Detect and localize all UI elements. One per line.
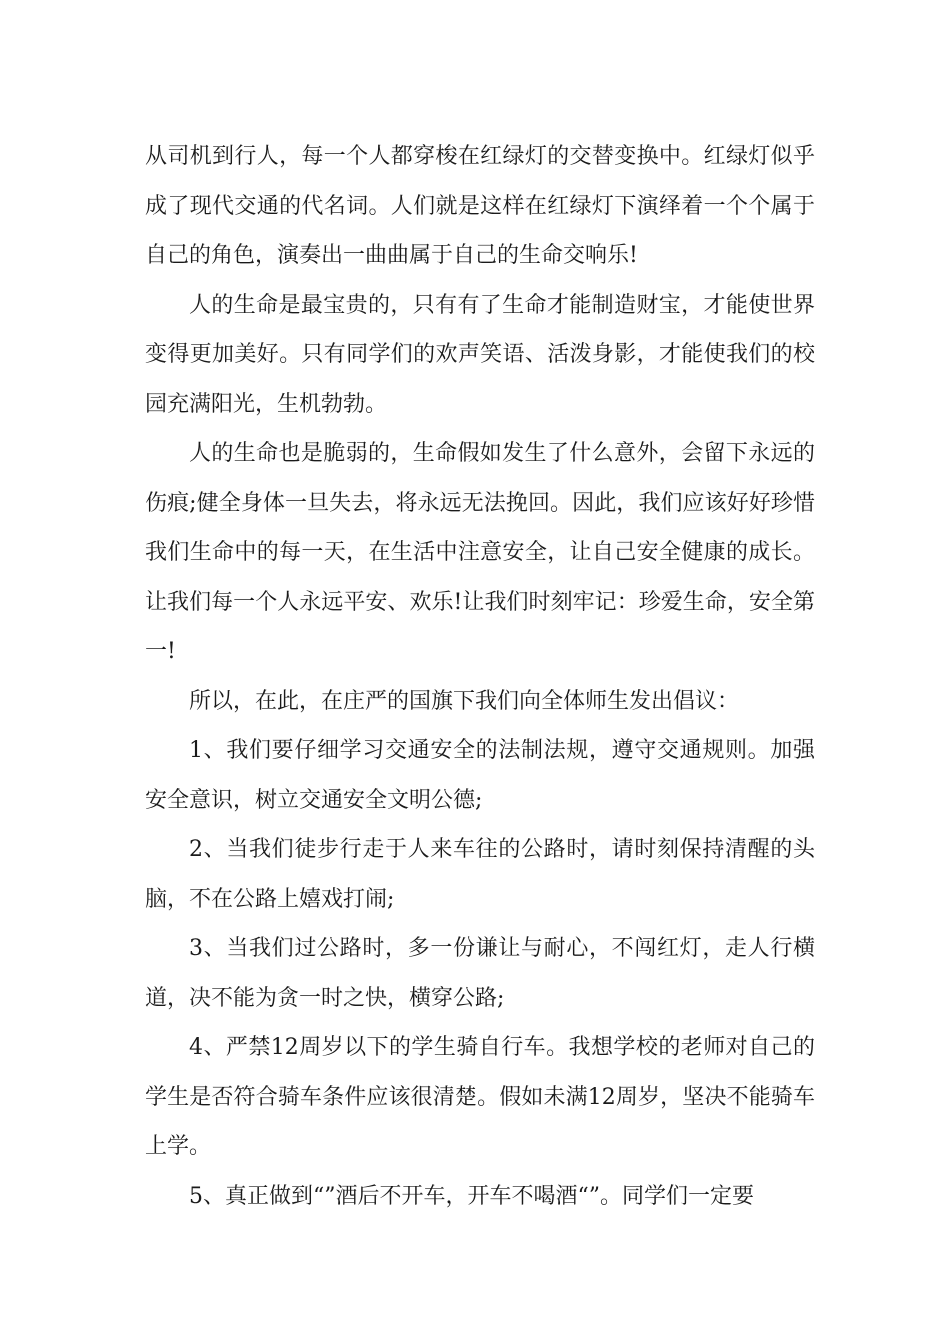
proposal-item-4: 4、严禁12周岁以下的学生骑自行车。我想学校的老师对自己的学生是否符合骑车条件应该很清楚。假如未满12周岁，坚决不能骑车上学。	[145, 1035, 815, 1159]
proposal-item-1: 1、我们要仔细学习交通安全的法制法规，遵守交通规则。加强安全意识，树立交通安全文明公德;	[145, 738, 815, 813]
document-body	[145, 132, 815, 1221]
proposal-item-5: 5、真正做到“”酒后不开车，开车不喝酒“”。同学们一定要	[189, 1183, 754, 1209]
paragraph-life-precious: 人的生命是最宝贵的，只有有了生命才能制造财宝，才能使世界变得更加美好。只有同学们的欢声笑语、活泼身影，才能使我们的校园充满阳光，生机勃勃。	[145, 292, 815, 417]
proposal-item-2: 2、当我们徒步行走于人来车往的公路时，请时刻保持清醒的头脑，不在公路上嬉戏打闹;	[145, 837, 815, 912]
proposal-item-3: 3、当我们过公路时，多一份谦让与耐心，不闯红灯，走人行横道，决不能为贪一时之快，横穿公路;	[145, 936, 815, 1011]
paragraph-life-fragile: 人的生命也是脆弱的，生命假如发生了什么意外，会留下永远的伤痕;健全身体一旦失去，将永远无法挽回。因此，我们应该好好珍惜我们生命中的每一天，在生活中注意安全，让自己安全健康的成长。让我们每一个人永远平安、欢乐!让我们时刻牢记：珍爱生命，安全第一!	[145, 441, 815, 664]
paragraph-proposal-intro: 所以，在此，在庄严的国旗下我们向全体师生发出倡议：	[189, 688, 740, 714]
paragraph-traffic-lights: 从司机到行人，每一个人都穿梭在红绿灯的交替变换中。红绿灯似乎成了现代交通的代名词。人们就是这样在红绿灯下演绎着一个个属于自己的角色，演奏出一曲曲属于自己的生命交响乐!	[145, 144, 815, 268]
